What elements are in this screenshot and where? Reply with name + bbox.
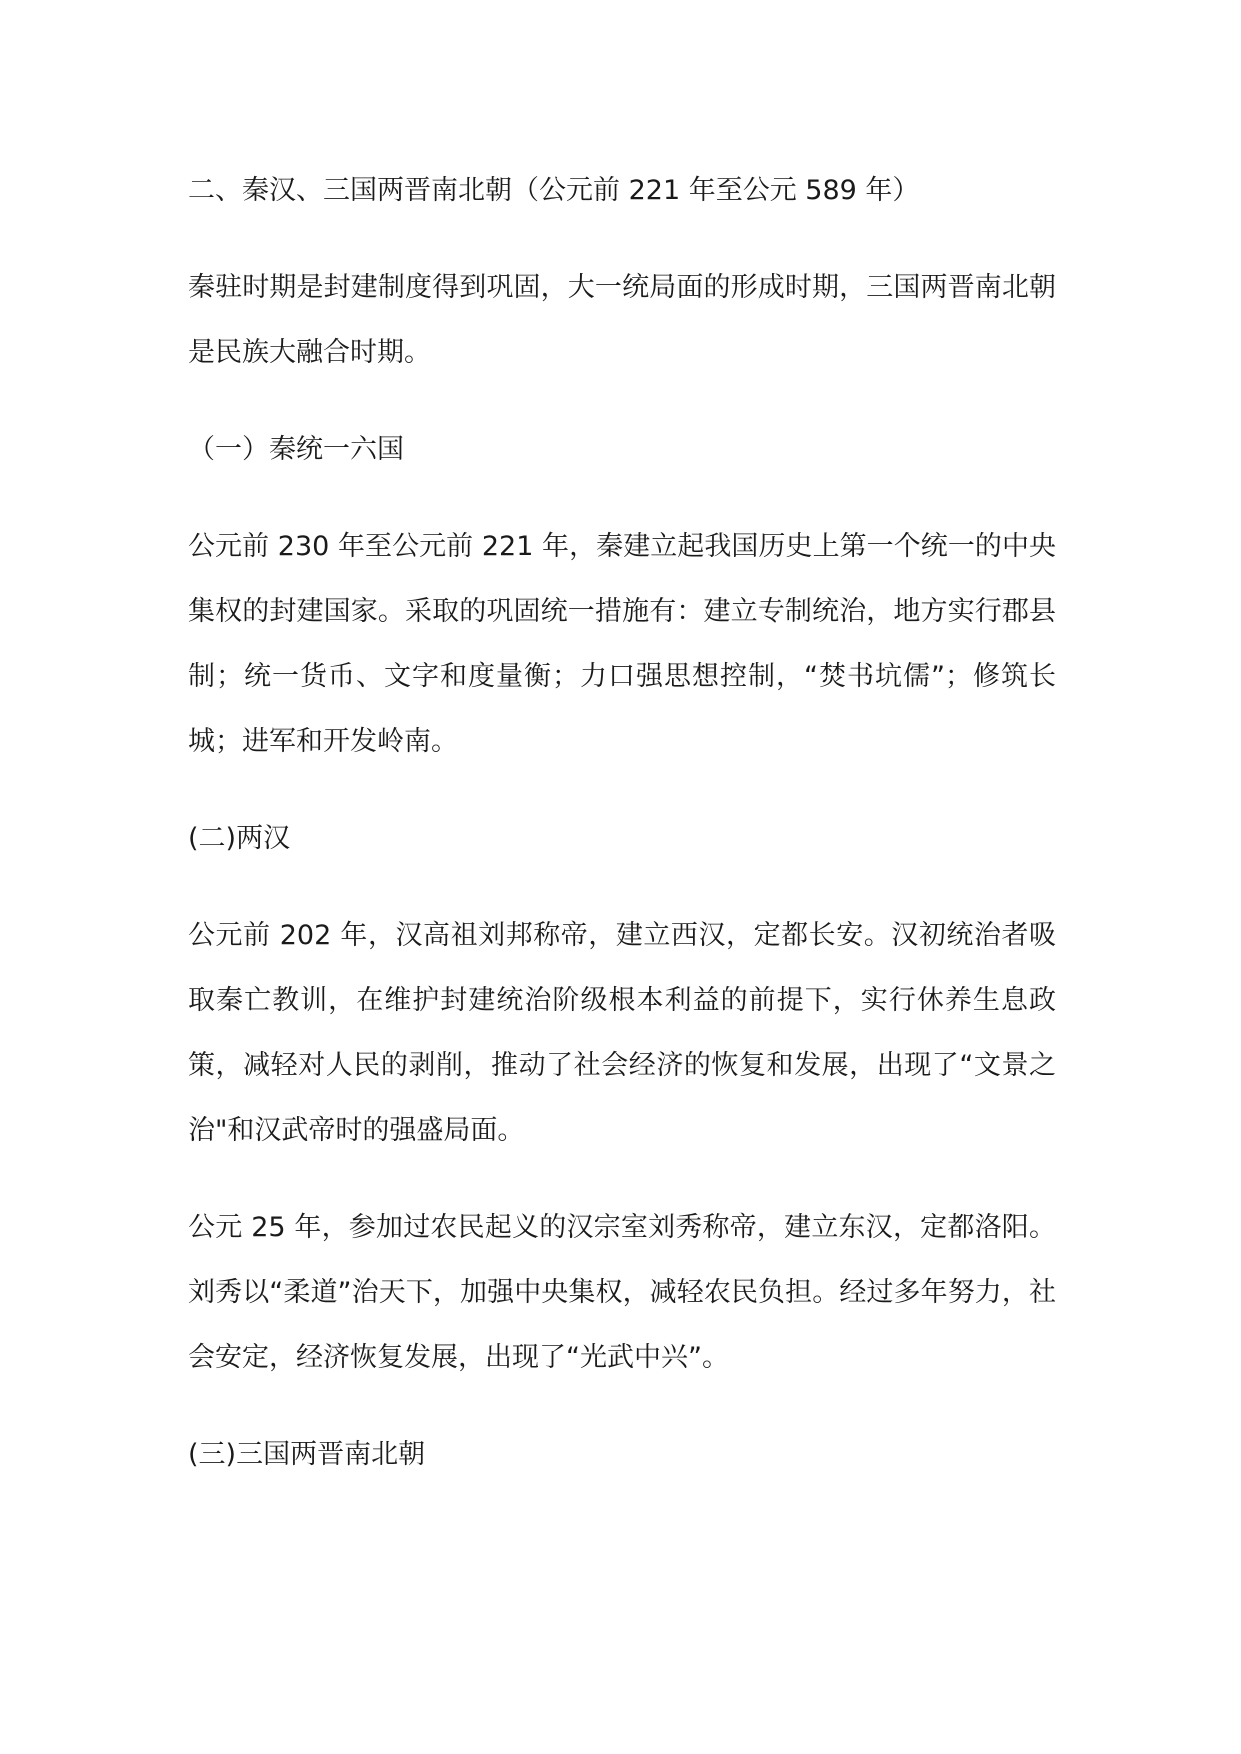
- section-heading-three-kingdoms: (三)三国两晋南北朝: [188, 1439, 426, 1470]
- section-paragraph: 公元前 202 年，汉高祖刘邦称帝，建立西汉，定都长安。汉初统治者吸取秦亡教训，在维护封建统治阶级根本利益的前提下，实行休养生息政策，减轻对人民的剥削，推动了社会经济的恢复和发展，出现了“文景之治"和汉武帝时的强盛局面。: [188, 920, 1056, 1146]
- section-paragraph: 公元 25 年，参加过农民起义的汉宗室刘秀称帝，建立东汉，定都洛阳。刘秀以“柔道”治天下，加强中央集权，减轻农民负担。经过多年努力，社会安定，经济恢复发展，出现了“光武中兴”。: [188, 1212, 1056, 1373]
- section-paragraph: 公元前 230 年至公元前 221 年，秦建立起我国历史上第一个统一的中央集权的封建国家。采取的巩固统一措施有：建立专制统治，地方实行郡县制；统一货币、文字和度量衡；力口强思想控制，“焚书坑儒”；修筑长城；进军和开发岭南。: [188, 531, 1056, 757]
- intro-paragraph: 秦驻时期是封建制度得到巩固，大一统局面的形成时期，三国两晋南北朝是民族大融合时期。: [188, 272, 1056, 368]
- section-heading-qin: （一）秦统一六国: [188, 434, 404, 465]
- section-heading-han: (二)两汉: [188, 823, 291, 854]
- document-title: 二、秦汉、三国两晋南北朝（公元前 221 年至公元 589 年）: [188, 175, 920, 206]
- document-body: [188, 158, 1056, 1519]
